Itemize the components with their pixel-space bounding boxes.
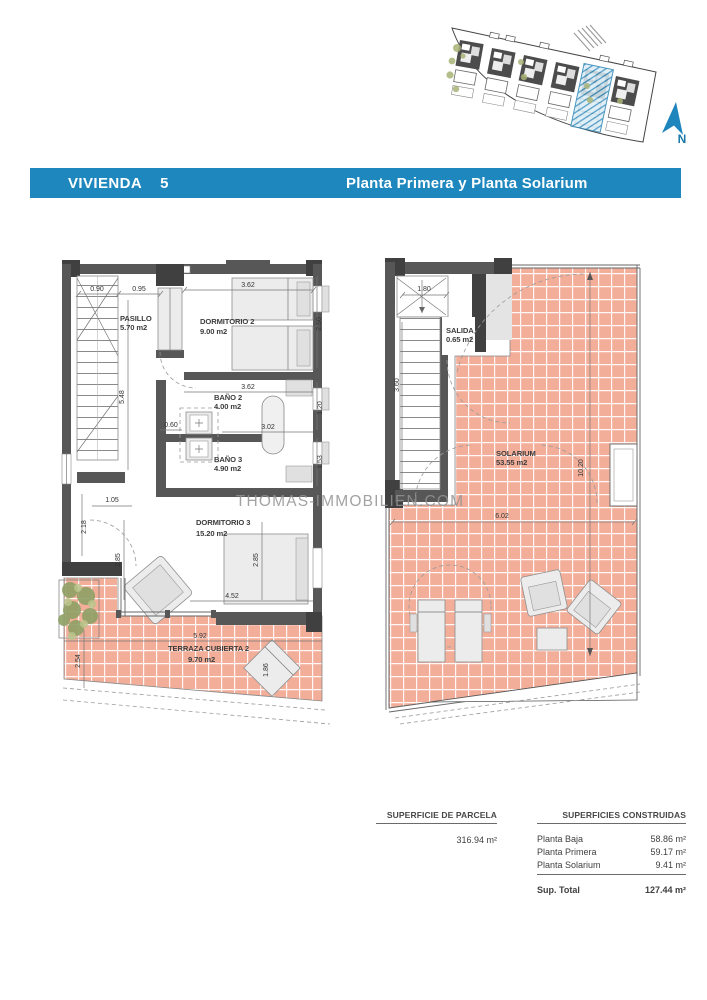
dim-label: 0.95 <box>132 286 146 293</box>
dim-label: 0.90 <box>90 286 104 293</box>
room-area-salida: 0.65 m2 <box>446 335 474 344</box>
row-label: Planta Baja <box>537 834 584 844</box>
dorm3-furniture <box>116 534 308 625</box>
row-value: 9.41 m² <box>655 860 686 870</box>
parcel-summary <box>376 810 497 845</box>
dim-label: 4.52 <box>225 593 239 600</box>
room-area-dorm2: 9.00 m2 <box>200 327 228 336</box>
built-title: SUPERFICIES CONSTRUIDAS <box>562 810 686 820</box>
room-area-pasillo: 5.70 m2 <box>120 323 148 332</box>
divider <box>537 823 686 824</box>
built-summary <box>537 810 686 895</box>
room-area-bano3: 4.90 m2 <box>214 464 242 473</box>
plan-title: Planta Primera y Planta Solarium <box>346 174 588 192</box>
unit-number: 5 <box>160 174 169 192</box>
room-label-dorm2: DORMITORIO 2 <box>200 317 255 326</box>
room-area-solarium: 53.55 m2 <box>496 458 528 467</box>
table-row <box>537 859 686 872</box>
parcel-title: SUPERFICIE DE PARCELA <box>386 810 497 820</box>
unit-label: VIVIENDA <box>68 174 143 192</box>
road-hatch <box>574 25 606 51</box>
row-label: Planta Primera <box>537 847 597 857</box>
room-label-salida: SALIDA <box>446 326 474 335</box>
dim-label: 5.92 <box>193 633 207 640</box>
dim-label: 6.02 <box>495 513 509 520</box>
room-area-terraza: 9.70 m2 <box>188 655 216 664</box>
unit-title <box>68 175 169 192</box>
room-label-pasillo: PASILLO <box>120 314 152 323</box>
dim-label: 5.48 <box>119 390 126 404</box>
dim-label: 3.62 <box>241 384 255 391</box>
dim-label: 3.60 <box>394 378 401 392</box>
wall-recess <box>610 444 637 506</box>
dim-label: 10.20 <box>578 459 585 477</box>
room-area-dorm3: 15.20 m2 <box>196 529 228 538</box>
site-plan <box>446 25 686 146</box>
dim-label: 2.85 <box>253 553 260 567</box>
dim-label: 1.86 <box>263 663 270 677</box>
dim-label: 3.02 <box>261 424 275 431</box>
room-label-bano3: BAÑO 3 <box>214 455 243 464</box>
divider <box>376 823 497 824</box>
built-rows <box>537 833 686 872</box>
dim-label: 2.18 <box>81 520 88 534</box>
total-label: Sup. Total <box>537 885 580 895</box>
divider <box>537 874 686 875</box>
table-row <box>537 833 686 846</box>
dim-label: 0.60 <box>164 422 178 429</box>
dim-label: 3.62 <box>241 282 255 289</box>
floor1-stairs <box>77 276 118 460</box>
dim-label: 1.80 <box>417 286 431 293</box>
north-arrow-icon <box>662 102 686 146</box>
dim-label: 2.85 <box>115 553 122 567</box>
watermark: THOMAS-IMMOBILIEN.COM <box>235 493 465 510</box>
room-label-solarium: SOLARIUM <box>496 449 536 458</box>
solarium-plan <box>385 258 640 724</box>
row-value: 58.86 m² <box>650 834 686 844</box>
door-note: fh <box>157 354 163 360</box>
room-area-bano2: 4.00 m2 <box>214 402 242 411</box>
total-row <box>537 885 686 895</box>
floor1-plan <box>58 260 330 724</box>
dim-label: 1.20 <box>317 401 324 415</box>
row-label: Planta Solarium <box>537 860 601 870</box>
dim-label: 1.05 <box>105 497 119 504</box>
row-value: 59.17 m² <box>650 847 686 857</box>
title-bar <box>30 168 681 198</box>
room-label-terraza: TERRAZA CUBIERTA 2 <box>168 644 250 653</box>
dim-label: 1.53 <box>317 455 324 469</box>
north-label: N <box>677 132 687 146</box>
room-label-dorm3: DORMITORIO 3 <box>196 518 251 527</box>
room-label-bano2: BAÑO 2 <box>214 393 243 402</box>
table-row <box>537 846 686 859</box>
dim-label: 2.54 <box>75 654 82 668</box>
parcel-value: 316.94 m² <box>456 835 497 845</box>
total-value: 127.44 m² <box>644 885 686 895</box>
dim-label: 2.50 <box>316 317 323 331</box>
bathroom-fixtures <box>180 380 312 482</box>
